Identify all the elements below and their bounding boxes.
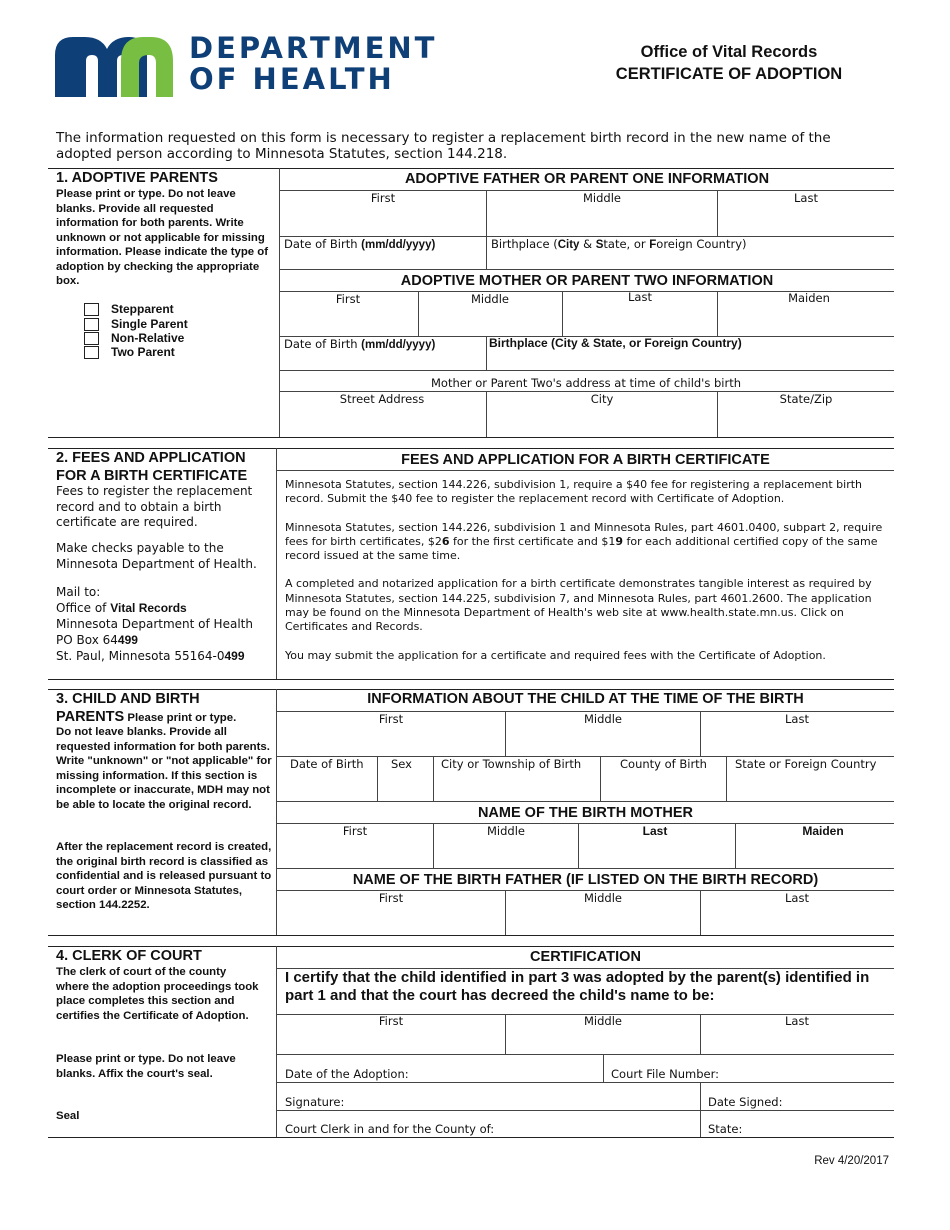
child-county-label: County of Birth — [620, 757, 707, 771]
mail-dept: Minnesota Department of Health — [56, 617, 253, 631]
section3-desc: Do not leave blanks. Provide all requested information for both parents. Write "unknown" or "not applicable" for missing information. If this section is incomplete or inaccurate, MDH may not be able to locate the original record. — [56, 726, 272, 811]
p1-last-label: Last — [794, 191, 818, 205]
signature-label: Signature: — [285, 1095, 345, 1109]
section2-title-2: FOR A BIRTH CERTIFICATE — [56, 468, 248, 484]
logo-line-2: OF HEALTH — [189, 62, 395, 96]
decreed-last-label: Last — [785, 1014, 809, 1028]
section3-title-2: PARENTS Please print or type. — [56, 709, 237, 725]
section2-title-1: 2. FEES AND APPLICATION — [56, 450, 246, 466]
certification-text: I certify that the child identified in part 3 was adopted by the parent(s) identified in part 1 and that the court has decreed the child's name to be: — [285, 969, 870, 1004]
checkbox-two-parent[interactable]: Two Parent — [84, 345, 175, 359]
mail-to-label: Mail to: — [56, 585, 101, 599]
child-last-label: Last — [785, 712, 809, 726]
seal-label: Seal — [56, 1110, 80, 1122]
decreed-first-label: First — [378, 1014, 404, 1028]
mother-middle-label: Middle — [487, 824, 525, 838]
mother-maiden-label: Maiden — [802, 824, 844, 838]
section1-desc: Please print or type. Do not leave blanks. Provide all requested information for both parents. Write unknown or not applicable for missing information. Please indicate the type of adoption by checking the appropriate box. — [56, 188, 269, 287]
date-of-adoption-label: Date of the Adoption: — [285, 1067, 409, 1081]
child-state-label: State or Foreign Country — [735, 757, 877, 771]
p2-last-label: Last — [628, 290, 652, 304]
mother-last-label: Last — [642, 824, 668, 838]
address-header: Mother or Parent Two's address at time of child's birth — [430, 376, 742, 390]
form-title: CERTIFICATE OF ADOPTION — [615, 65, 843, 83]
checkbox-single-parent[interactable]: Single Parent — [84, 317, 188, 331]
checkbox-non-relative[interactable]: Non-Relative — [84, 331, 184, 345]
checkbox-icon[interactable] — [84, 303, 99, 316]
decreed-middle-label: Middle — [584, 1014, 622, 1028]
street-label: Street Address — [339, 392, 425, 406]
p2-dob-label: Date of Birth (mm/dd/yyyy) — [284, 337, 436, 351]
p2-middle-label: Middle — [471, 292, 509, 306]
p2-birthplace-label: Birthplace (City & State, or Foreign Country) — [489, 336, 742, 350]
mn-logo-icon — [55, 35, 173, 97]
certification-header: CERTIFICATION — [530, 949, 641, 965]
father-first-label: First — [378, 891, 404, 905]
city-label: City — [590, 392, 614, 406]
court-file-number-label: Court File Number: — [611, 1067, 720, 1081]
date-signed-label: Date Signed: — [708, 1095, 783, 1109]
parent-one-header: ADOPTIVE FATHER OR PARENT ONE INFORMATION — [404, 171, 770, 187]
state-label: State: — [708, 1122, 743, 1136]
fees-p2: Minnesota Statutes, section 144.226, subdivision 1 and Minnesota Rules, part 4601.0400, subpart 2, require fees for birth certificates, $26 for the first certificate and $19 for each additional certified copy of the same record issued at the same time. — [285, 520, 883, 563]
section4-desc: The clerk of court of the county where the adoption proceedings took place completes this section and certifies the Certificate of Adoption. — [56, 966, 259, 1022]
fees-p3: A completed and notarized application for a birth certificate demonstrates tangible interest as required by Minnesota Statutes, section 144.225, subdivision 7, and Minnesota Rules, part 4601.2600. The application may be found on the Minnesota Department of Health's web site at www.health.state.mn.us. Click on Certificates and Records. — [285, 577, 872, 634]
fees-text — [285, 478, 885, 677]
mother-first-label: First — [342, 824, 368, 838]
section4-title: 4. CLERK OF COURT — [56, 948, 202, 964]
checkbox-stepparent[interactable]: Stepparent — [84, 302, 174, 316]
p1-first-label: First — [370, 191, 396, 205]
child-sex-label: Sex — [391, 757, 412, 771]
fees-header: FEES AND APPLICATION FOR A BIRTH CERTIFICATE — [401, 452, 770, 468]
mail-city: St. Paul, Minnesota 55164-0499 — [56, 649, 245, 663]
father-middle-label: Middle — [584, 891, 622, 905]
p1-middle-label: Middle — [583, 191, 621, 205]
father-header: NAME OF THE BIRTH FATHER (IF LISTED ON THE BIRTH RECORD) — [352, 872, 819, 888]
mail-po-box: PO Box 64499 — [56, 633, 138, 647]
p2-maiden-label: Maiden — [788, 291, 830, 305]
child-first-label: First — [378, 712, 404, 726]
intro-text: The information requested on this form is necessary to register a replacement birth record in the new name of the adopted person according to Minnesota Statutes, section 144.218. — [56, 130, 831, 162]
logo-wordmark — [189, 33, 437, 95]
logo-line-1: DEPARTMENT — [189, 31, 438, 65]
child-city-label: City or Township of Birth — [441, 757, 582, 771]
p1-dob-label: Date of Birth (mm/dd/yyyy) — [284, 237, 436, 251]
section4-desc2: Please print or type. Do not leave blanks. Affix the court's seal. — [56, 1053, 236, 1080]
office-name: Office of Vital Records — [640, 43, 818, 61]
p1-birthplace-label: Birthplace (City & State, or Foreign Country) — [491, 237, 747, 251]
court-clerk-county-label: Court Clerk in and for the County of: — [285, 1122, 495, 1136]
checkbox-icon[interactable] — [84, 346, 99, 359]
section2-desc1: Fees to register the replacement record and to obtain a birth certificate are required. — [56, 484, 253, 529]
mail-office: Office of Vital Records — [56, 601, 187, 615]
fees-p4: You may submit the application for a certificate and required fees with the Certificate of Adoption. — [285, 648, 826, 662]
checkbox-icon[interactable] — [84, 332, 99, 345]
parent-two-header: ADOPTIVE MOTHER OR PARENT TWO INFORMATION — [400, 273, 774, 289]
child-middle-label: Middle — [584, 712, 622, 726]
revision-date: Rev 4/20/2017 — [814, 1155, 889, 1167]
section1-title: 1. ADOPTIVE PARENTS — [56, 170, 218, 186]
father-last-label: Last — [785, 891, 809, 905]
section3-title: 3. CHILD AND BIRTH — [56, 691, 200, 707]
p2-first-label: First — [335, 292, 361, 306]
mother-header: NAME OF THE BIRTH MOTHER — [477, 805, 694, 821]
fees-p1: Minnesota Statutes, section 144.226, subdivision 1, require a $40 fee for registering a replacement birth record. Submit the $40 fee to register the replacement record with Certificate of Adoption. — [285, 478, 863, 506]
section3-desc2: After the replacement record is created, the original birth record is classified as confidential and is released pursuant to court order or Minnesota Statutes, section 144.2252. — [56, 841, 272, 911]
child-header: INFORMATION ABOUT THE CHILD AT THE TIME OF THE BIRTH — [367, 691, 804, 707]
state-zip-label: State/Zip — [779, 392, 833, 406]
child-dob-label: Date of Birth — [290, 757, 364, 771]
section2-desc2: Make checks payable to the Minnesota Department of Health. — [56, 541, 257, 571]
checkbox-icon[interactable] — [84, 318, 99, 331]
